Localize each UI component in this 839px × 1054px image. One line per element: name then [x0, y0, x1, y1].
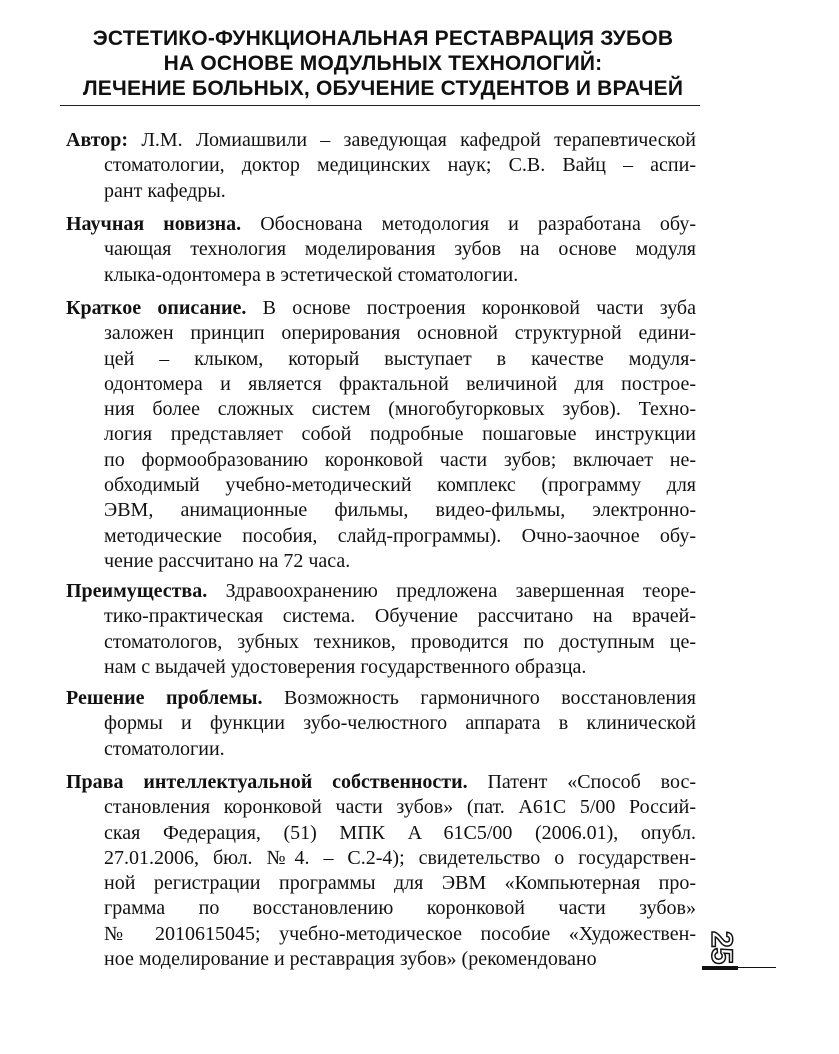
novelty-label: Научная новизна. [66, 213, 242, 235]
summary-line-6: логия представляет собой подробные пошаговые инструкции [104, 423, 696, 446]
author-text-1: Л.М. Ломиашвили – заведующая кафедрой терапевтической [128, 129, 696, 151]
novelty-line-2: чающая технология моделирования зубов на основе модуля [104, 238, 696, 261]
summary-text-1: В основе построения коронковой части зуба [246, 297, 696, 319]
document-title [68, 26, 698, 101]
ip-line-3: ская Федерация, (51) МПК A 61C5/00 (2006.01), опубл. [104, 821, 696, 844]
summary-line-10: методические пособия, слайд-программы). Очно-заочное обу- [104, 524, 696, 547]
advantages-line-1 [66, 579, 696, 604]
page-number: 25 [705, 931, 738, 965]
section-author [66, 128, 696, 204]
solution-line-3: стоматологии. [104, 737, 225, 760]
solution-line-1 [66, 686, 696, 711]
summary-line-5: ния более сложных систем (многобугорковых зубов). Техно- [104, 398, 696, 421]
advantages-text-1: Здравоохранению предложена завершенная теоре- [207, 580, 696, 602]
summary-line-4: одонтомера и является фрактальной величиной для построе- [104, 372, 696, 395]
section-novelty [66, 212, 696, 288]
ip-line-1 [66, 770, 696, 795]
summary-line-8: обходимый учебно-методический комплекс (программу для [104, 474, 696, 497]
solution-text-1: Возможность гармоничного восстановления [262, 687, 696, 709]
author-label: Автор: [66, 129, 129, 151]
title-divider [60, 105, 700, 106]
advantages-line-3: стоматологов, зубных техников, проводится по доступным це- [104, 630, 696, 653]
ip-line-4: 27.01.2006, бюл. №4. – С.2-4); свидетельство о государствен- [104, 846, 696, 869]
section-advantages [66, 579, 696, 680]
novelty-text-1: Обоснована методология и разработана обу- [241, 213, 696, 235]
ip-line-2: становления коронковой части зубов» (пат. A61C 5/00 Россий- [104, 796, 696, 819]
summary-line-3: цей – клыком, который выступает в качестве модуля- [104, 347, 696, 370]
page-number-bar [702, 966, 738, 970]
page-number-rule [738, 967, 776, 968]
section-summary [66, 296, 696, 574]
ip-line-7: № 2010615045; учебно-методическое пособие «Художествен- [104, 922, 696, 945]
section-ip [66, 770, 696, 972]
solution-line-2: формы и функции зубо-челюстного аппарата в клинической [104, 712, 696, 735]
summary-label: Краткое описание. [66, 297, 247, 319]
author-line-2: стоматологии, доктор медицинских наук; С.В. Вайц – аспи- [104, 154, 696, 177]
novelty-line-1 [66, 212, 696, 237]
ip-line-6: грамма по восстановлению коронковой части зубов» [104, 897, 696, 920]
title-line-2: НА ОСНОВЕ МОДУЛЬНЫХ ТЕХНОЛОГИЙ: [163, 52, 603, 75]
author-line-3: рант кафедры. [104, 179, 226, 202]
summary-line-7: по формообразованию коронковой части зубов; включает не- [104, 448, 696, 471]
ip-line-5: ной регистрации программы для ЭВМ «Компьютерная про- [104, 872, 696, 895]
summary-line-9: ЭВМ, анимационные фильмы, видео-фильмы, электронно- [104, 499, 696, 522]
ip-label: Права интеллектуальной собственности. [66, 771, 468, 793]
novelty-line-3: клыка-одонтомера в эстетической стоматологии. [104, 263, 519, 286]
title-line-3: ЛЕЧЕНИЕ БОЛЬНЫХ, ОБУЧЕНИЕ СТУДЕНТОВ И ВРАЧЕЙ [82, 77, 684, 100]
advantages-line-2: тико-практическая система. Обучение рассчитано на врачей- [104, 605, 696, 628]
summary-line-11: чение рассчитано на 72 часа. [104, 549, 351, 572]
author-line-1 [66, 128, 696, 153]
title-line-1: ЭСТЕТИКО-ФУНКЦИОНАЛЬНАЯ РЕСТАВРАЦИЯ ЗУБОВ [92, 27, 674, 50]
ip-text-1: Патент «Способ вос- [467, 771, 696, 793]
ip-line-8: ное моделирование и реставрация зубов» (рекомендовано [104, 948, 597, 971]
solution-label: Решение проблемы. [66, 687, 263, 709]
section-solution [66, 686, 696, 762]
advantages-label: Преимущества. [66, 580, 208, 602]
advantages-line-4: нам с выдачей удостоверения государственного образца. [104, 655, 587, 678]
summary-line-2: заложен принцип оперирования основной структурной едини- [104, 322, 696, 345]
summary-line-1 [66, 296, 696, 321]
